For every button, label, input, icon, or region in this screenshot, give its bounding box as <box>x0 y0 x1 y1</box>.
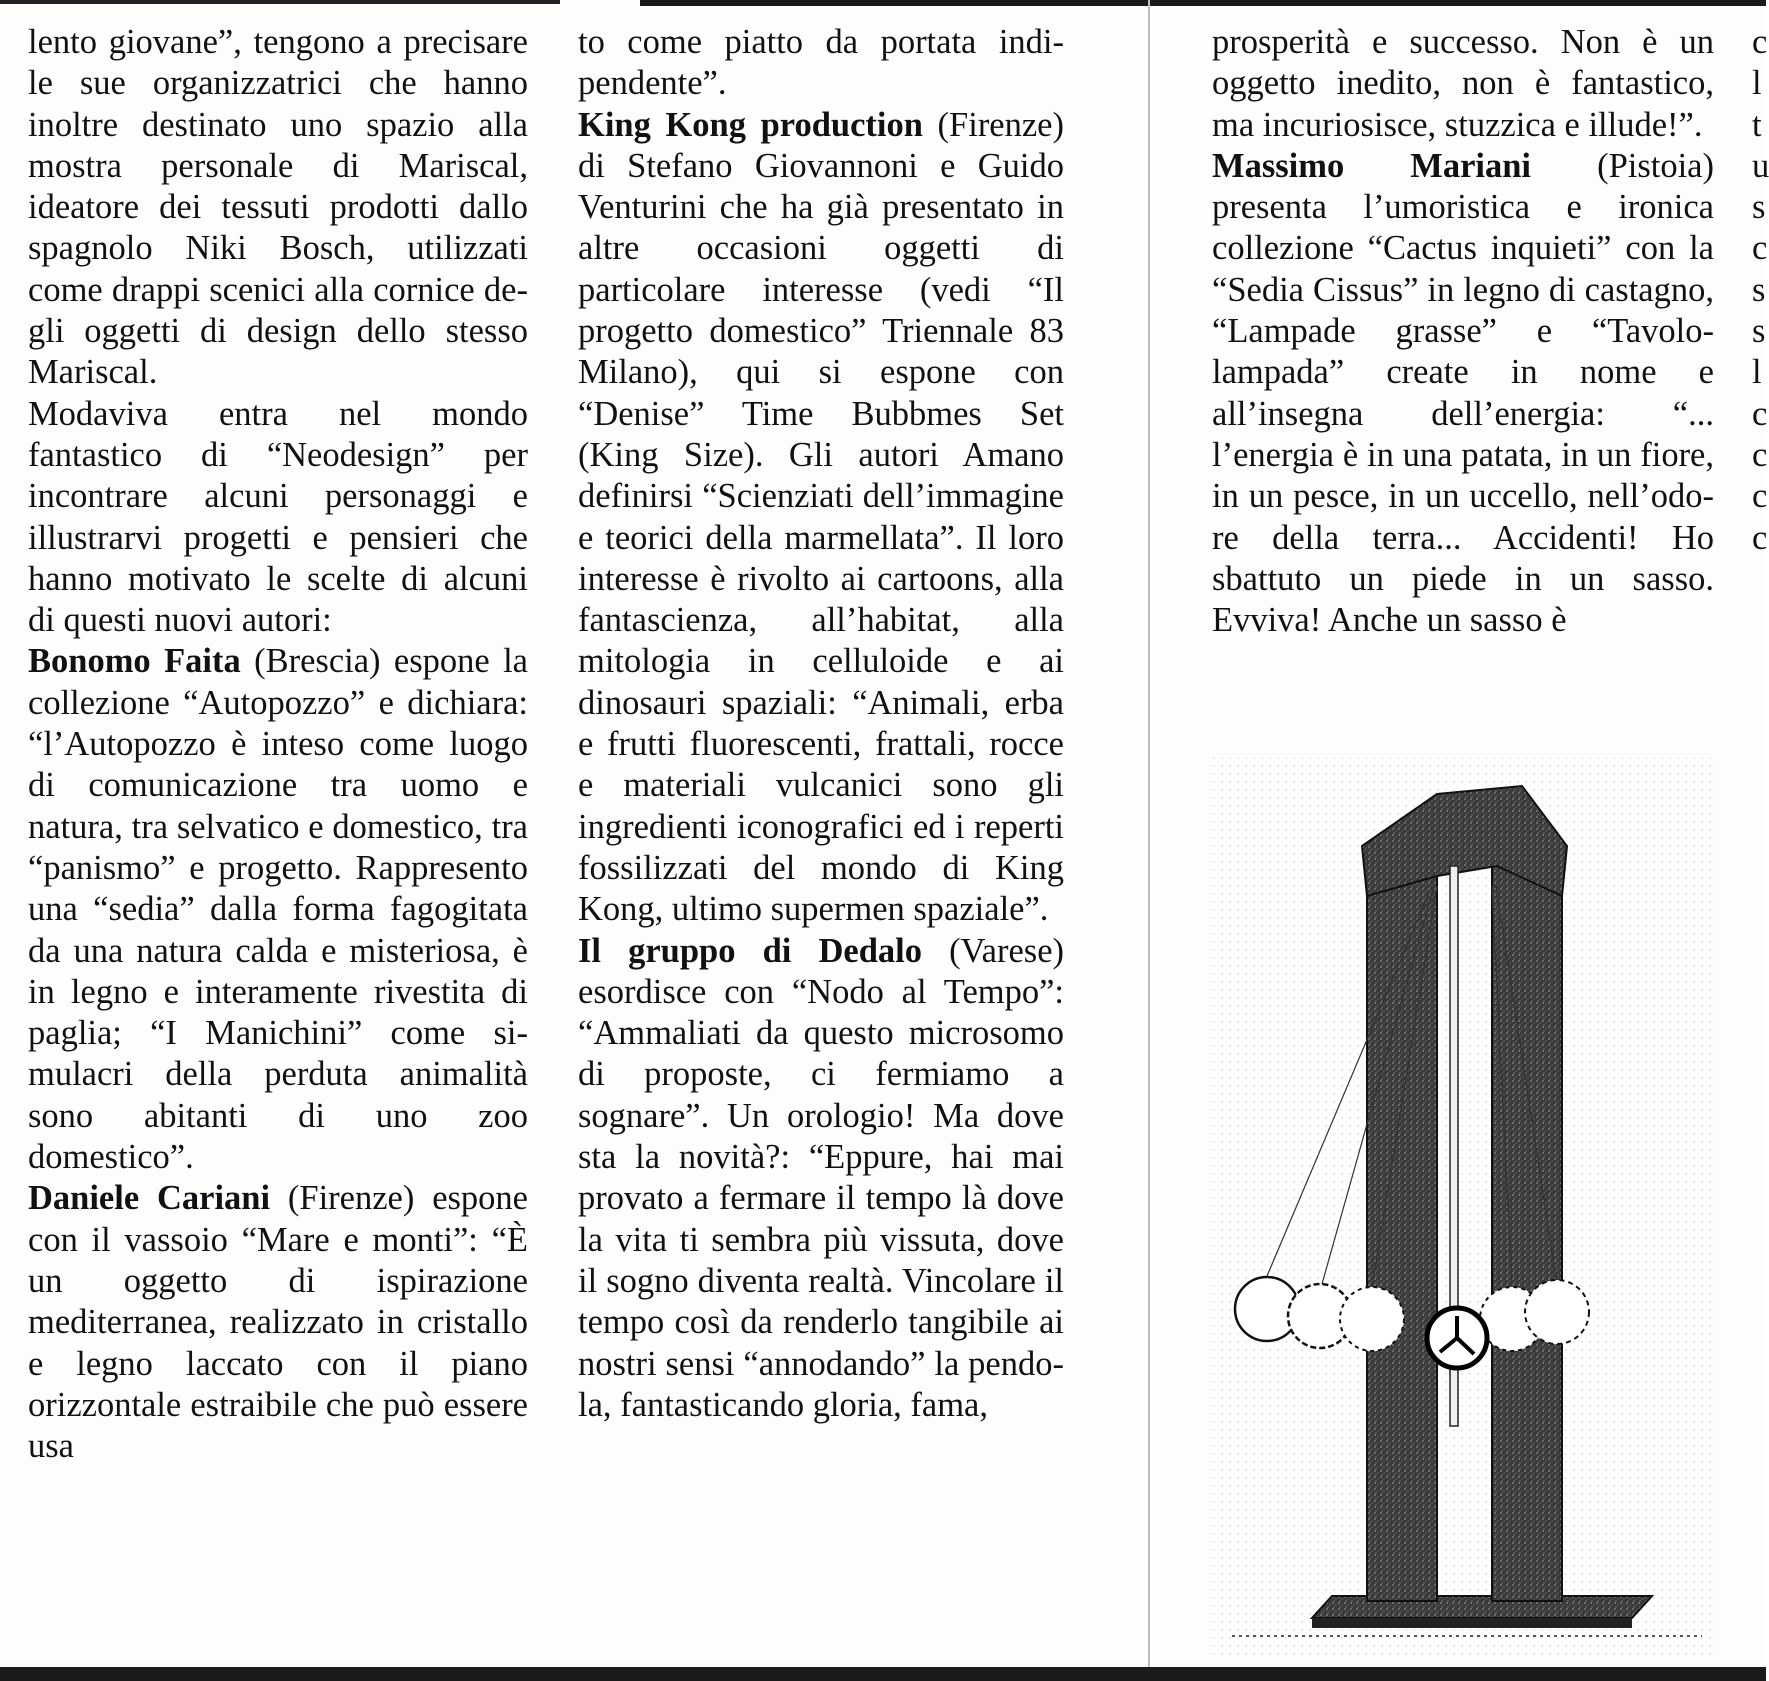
text-column-2 <box>578 22 1064 1426</box>
paragraph: prosperità e successo. Non è un oggetto inedito, non è fantastico, ma incuriosisce, stuzzica e illude!”. <box>1212 23 1714 144</box>
top-rule-left <box>0 0 560 4</box>
paragraph: Il gruppo di Dedalo (Varese) esordisce con “Nodo al Tempo”: “Ammaliati da questo microsomo di proposte, ci fermiamo a sognare”. Un orologio! Ma dove sta la novità?: “Eppure, hai mai provato a fermare il tempo là dove la vita ti sembra più vissuta, dove il sogno diventa realtà. Vincolare il tempo così da renderlo tangibile ai nostri sensi “annodando” la pendola, fantasticando gloria, fama, <box>578 931 1064 1424</box>
paragraph: to come piatto da portata indipendente”. <box>578 23 1064 103</box>
exhibitor-name: King Kong production <box>578 105 923 144</box>
bottom-rule <box>0 1667 1766 1681</box>
paragraph: Daniele Cariani (Firenze) espone con il vassoio “Mare e monti”: “È un oggetto di ispirazione mediterranea, realizzato in cristallo e legno laccato con il piano orizzontale estraibile che può essere usa <box>28 1179 528 1466</box>
paragraph: Modaviva entra nel mondo fantastico di “Neodesign” per incontrare alcuni personaggi e illustrarvi progetti e pensieri che hanno motivato le scelte di alcuni di questi nuovi autori: <box>28 394 528 640</box>
paragraph: King Kong production (Firenze) di Stefano Giovannoni e Guido Venturini che ha già presentato in altre occasioni oggetti di particolare interesse (vedi “Il progetto domestico” Triennale 83 Milano), qui si espone con “Denise” Time Bubbmes Set (King Size). Gli autori Amano definirsi “Scienziati dell’immagine e teorici della marmellata”. Il loro interesse è rivolto ai cartoons, alla fantascienza, all’habitat, alla mitologia in celluloide e ai dinosauri spaziali: “Animali, erba e frutti fluorescenti, frattali, rocce e materiali vulcanici sono gli ingredienti iconografici ed i reperti fossilizzati del mondo di King Kong, ultimo supermen spaziale”. <box>578 105 1064 929</box>
exhibitor-name: Il gruppo di Dedalo <box>578 931 922 970</box>
paragraph: Massimo Mariani (Pistoia) presenta l’umoristica e ironica collezione “Cactus inquieti” con la “Sedia Cissus” in legno di castagno, “Lampade grasse” e “Tavolo-lampada” create in nome e all’insegna dell’energia: “... l’energia è in una patata, in un fiore, in un pesce, in un uccello, nell’odore della terra... Accidenti! Ho sbattuto un piede in un sasso. Evviva! Anche un sasso è <box>1212 146 1714 640</box>
cropped-column-edge: c l t u s c s s l c c c c <box>1752 23 1769 557</box>
pendulum-clock-illustration <box>1212 756 1714 1656</box>
top-rule-right <box>640 0 1766 6</box>
pendulum-clock-sculpture-icon <box>1212 756 1714 1656</box>
exhibitor-name: Massimo Mariani <box>1212 146 1532 185</box>
exhibitor-name: Bonomo Faita <box>28 642 241 681</box>
text-column-1 <box>28 22 528 1467</box>
paragraph: lento giovane”, tengono a precisare le sue organizzatrici che hanno inoltre destinato uno spazio alla mostra personale di Mariscal, ideatore dei tessuti prodotti dallo spagnolo Niki Bosch, utilizzati come drappi scenici alla cornice degli oggetti di design dello stesso Mariscal. <box>28 23 528 392</box>
page-gutter <box>1148 0 1150 1681</box>
exhibitor-name: Daniele Cariani <box>28 1179 271 1218</box>
paragraph: Bonomo Faita (Brescia) espone la collezione “Autopozzo” e dichiara: “l’Autopozzo è inteso come luogo di comunicazione tra uomo e natura, tra selvatico e domestico, tra “panismo” e progetto. Rappresento una “sedia” dalla forma fagogitata da una natura calda e misteriosa, è in legno e interamente rivestita di paglia; “I Manichini” come simulacri della perduta animalità sono abitanti di uno zoo domestico”. <box>28 642 528 1177</box>
text-column-3 <box>1212 22 1714 641</box>
